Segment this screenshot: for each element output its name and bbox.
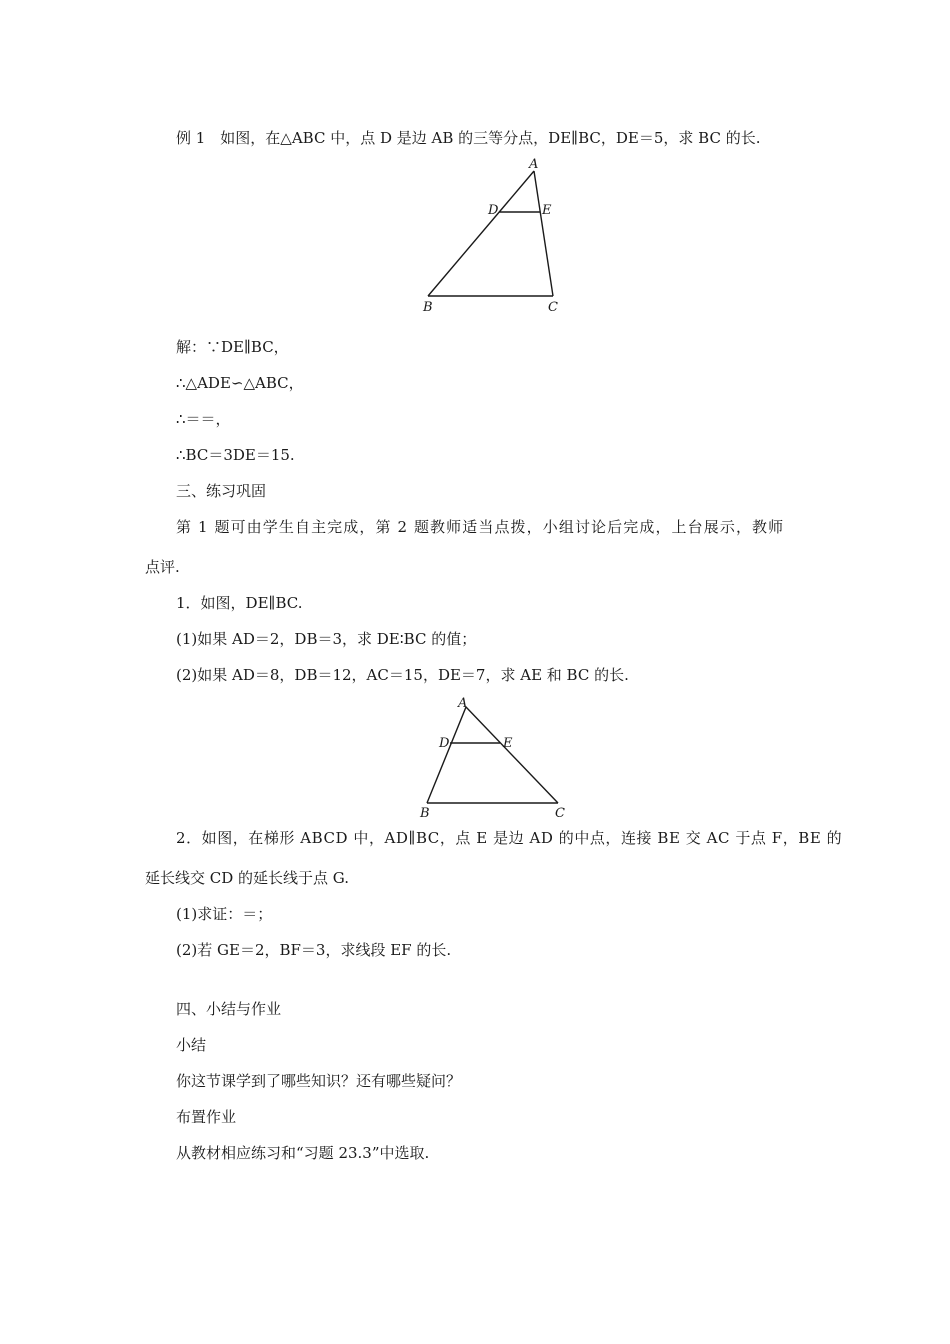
q1-triangle-figure [418, 693, 568, 823]
q1-part2: (2)如果 AD＝8，DB＝12，AC＝15，DE＝7，求 AE 和 BC 的长. [176, 666, 629, 684]
summary-title: 小结 [176, 1036, 207, 1054]
solution-line-3: ∴＝＝， [176, 410, 231, 428]
example1-problem: 例 1 如图，在△ABC 中，点 D 是边 AB 的三等分点，DE∥BC，DE＝5，求 BC 的长. [176, 129, 761, 147]
section3-intro-line1: 第 1 题可由学生自主完成，第 2 题教师适当点拨，小组讨论后完成，上台展示，教师 [176, 518, 785, 536]
side-ac [534, 171, 553, 296]
solution-line-2: ∴△ADE∽△ABC， [176, 374, 304, 392]
section3-heading: 三、练习巩固 [176, 482, 267, 500]
q1-stem: 1．如图，DE∥BC. [176, 594, 303, 612]
label-c: C [548, 300, 558, 315]
solution-line-1: 解：∵DE∥BC， [176, 338, 289, 356]
q2-line1: 2．如图，在梯形 ABCD 中，AD∥BC，点 E 是边 AD 的中点，连接 BE 交 AC 于点 F，BE 的 [176, 829, 843, 847]
q2-part2: (2)若 GE＝2，BF＝3，求线段 EF 的长. [176, 941, 452, 959]
solution-line-4: ∴BC＝3DE＝15. [176, 446, 295, 464]
q2-part1: (1)求证：＝； [176, 905, 273, 923]
side-ab [428, 171, 534, 296]
label-a: A [458, 696, 468, 711]
label-a: A [529, 157, 539, 172]
label-d: D [439, 736, 450, 751]
homework-text: 从教材相应练习和“习题 23.3”中选取. [176, 1144, 430, 1162]
example1-triangle-figure [420, 155, 570, 315]
side-ac [466, 707, 558, 803]
section3-intro-line2: 点评. [145, 558, 180, 576]
label-e: E [542, 203, 552, 218]
homework-title: 布置作业 [176, 1108, 237, 1126]
label-d: D [488, 203, 499, 218]
label-c: C [555, 806, 565, 821]
q2-line2: 延长线交 CD 的延长线于点 G. [145, 869, 350, 887]
summary-text: 你这节课学到了哪些知识？还有哪些疑问？ [176, 1072, 462, 1090]
label-e: E [503, 736, 513, 751]
label-b: B [423, 300, 433, 315]
side-ab [427, 707, 466, 803]
section4-heading: 四、小结与作业 [176, 1000, 282, 1018]
q1-part1: (1)如果 AD＝2，DB＝3，求 DE∶BC 的值； [176, 630, 477, 648]
label-b: B [420, 806, 430, 821]
